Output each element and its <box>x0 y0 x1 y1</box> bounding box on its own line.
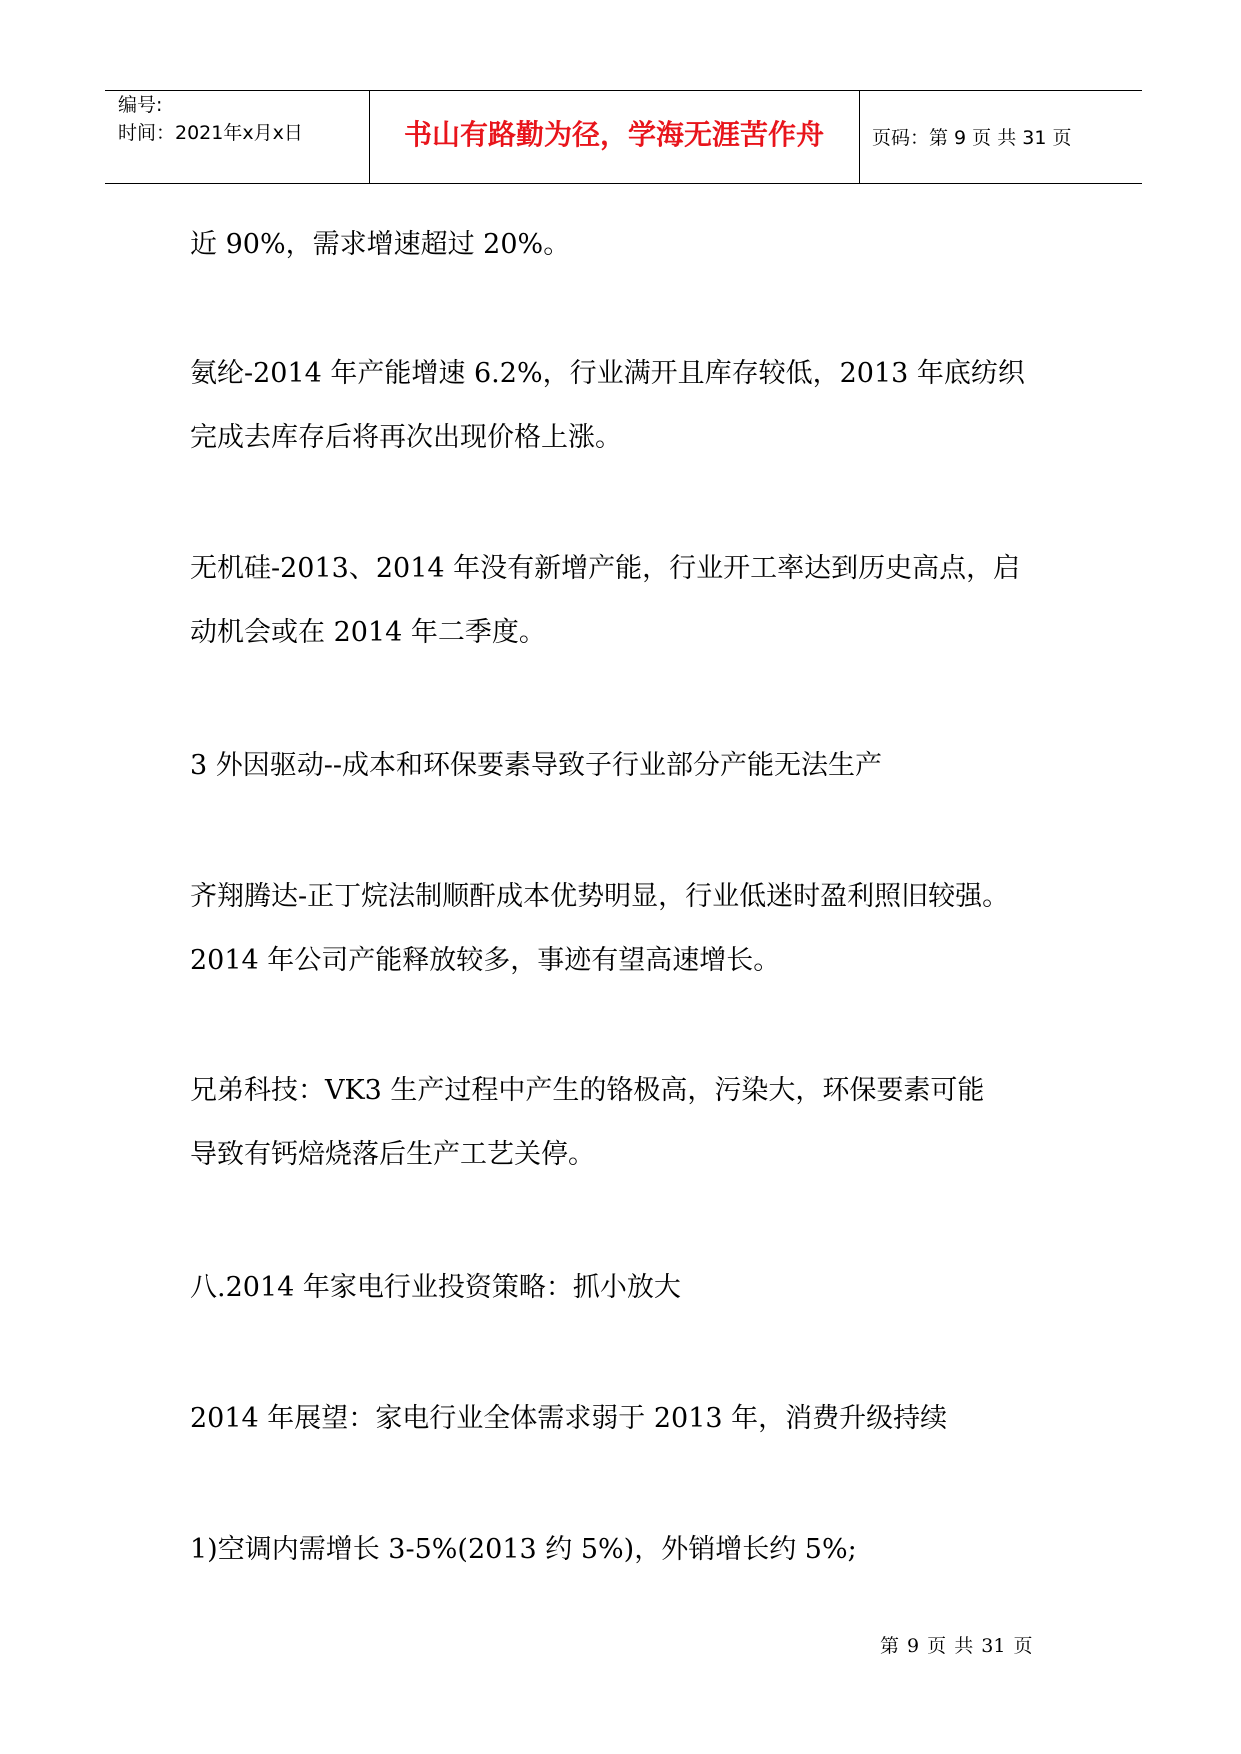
text-line: 2014 年展望：家电行业全体需求弱于 2013 年，消费升级持续 <box>190 1403 948 1434</box>
header-bottom-border <box>105 183 1142 184</box>
text-line: 动机会或在 2014 年二季度。 <box>190 617 546 648</box>
header-top-border <box>105 90 1142 91</box>
header-motto: 书山有路勤为径，学海无涯苦作舟 <box>403 118 824 151</box>
paragraph <box>190 1059 1090 1187</box>
paragraph <box>190 1518 1090 1582</box>
paragraph <box>190 342 1090 470</box>
text-line: 3 外因驱动--成本和环保要素导致子行业部分产能无法生产 <box>190 750 883 781</box>
header-divider-right <box>859 90 860 184</box>
text-line: 八.2014 年家电行业投资策略：抓小放大 <box>190 1272 681 1303</box>
page-footer: 第 9 页 共 31 页 <box>880 1635 1033 1657</box>
text-line: 导致有钙焙烧落后生产工艺关停。 <box>190 1139 595 1170</box>
paragraph <box>190 537 1090 665</box>
text-line: 完成去库存后将再次出现价格上涨。 <box>190 422 622 453</box>
text-line: 近 90%，需求增速超过 20%。 <box>190 229 571 260</box>
paragraph <box>190 213 1090 277</box>
text-line: 氨纶-2014 年产能增速 6.2%，行业满开且库存较低，2013 年底纺织 <box>190 358 1025 389</box>
paragraph <box>190 865 1090 993</box>
text-line: 2014 年公司产能释放较多，事迹有望高速增长。 <box>190 945 781 976</box>
paragraph <box>190 1387 1090 1451</box>
text-line: 兄弟科技：VK3 生产过程中产生的铬极高，污染大，环保要素可能 <box>190 1075 985 1106</box>
text-line: 1)空调内需增长 3-5%(2013 约 5%)，外销增长约 5%; <box>190 1534 857 1565</box>
header-page-label: 页码：第 9 页 共 31 页 <box>872 127 1072 149</box>
paragraph <box>190 734 1090 798</box>
text-line: 齐翔腾达-正丁烷法制顺酐成本优势明显，行业低迷时盈利照旧较强。 <box>190 881 1010 912</box>
text-line: 无机硅-2013、2014 年没有新增产能，行业开工率达到历史高点，启 <box>190 553 1021 584</box>
header-number-label: 编号: <box>118 94 163 116</box>
header-time-label: 时间：2021年x月x日 <box>118 122 303 144</box>
paragraph <box>190 1256 1090 1320</box>
